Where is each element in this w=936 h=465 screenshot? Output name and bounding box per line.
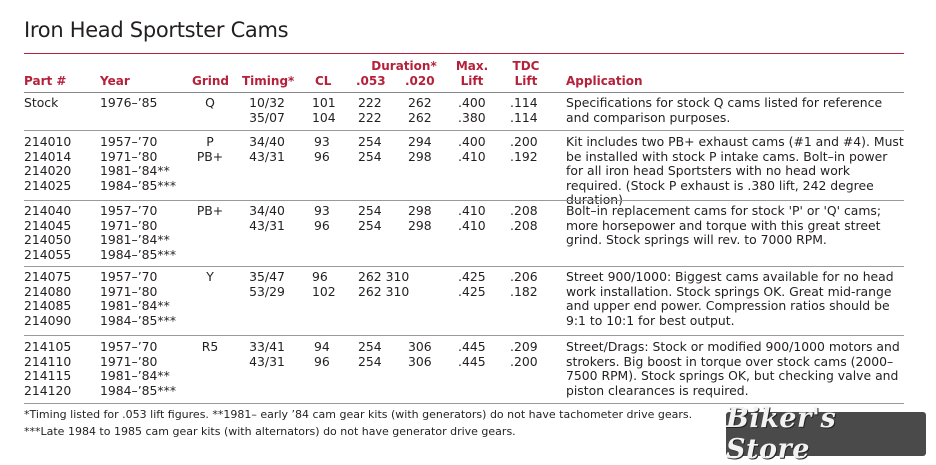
part-cell: 214105 214110 214115 214120: [24, 339, 72, 398]
part-cell: Stock: [24, 95, 59, 110]
header-application: Application: [566, 74, 643, 88]
tdc-lift-cell: .206 .182: [510, 269, 538, 299]
store-logo-text: Biker's Store: [726, 403, 837, 465]
timing-cell: 35/47 53/29: [249, 269, 285, 299]
header-tdc-lift: Lift: [514, 74, 538, 88]
max-lift-cell: .410 .410: [458, 203, 486, 233]
max-lift-cell: .400 .380: [458, 95, 486, 125]
cl-cell: 94 96: [314, 339, 330, 369]
year-cell: 1957–’70 1971–’80 1981–’84** 1984–’85***: [100, 134, 177, 193]
cl-cell: 93 96: [314, 203, 330, 233]
timing-cell: 10/32 35/07: [249, 95, 285, 125]
year-cell: 1957–’70 1971–’80 1981–’84** 1984–’85***: [100, 269, 177, 328]
tdc-lift-cell: .114 .114: [510, 95, 538, 125]
cl-cell: 101 104: [312, 95, 336, 125]
duration-cell: 262 310 262 310: [358, 269, 410, 299]
header-cl: CL: [315, 74, 332, 88]
page-title: Iron Head Sportster Cams: [24, 18, 289, 42]
grind-cell: PB+: [196, 203, 224, 218]
duration-053-cell: 254 254: [358, 134, 382, 164]
application-cell: Kit includes two PB+ exhaust cams (#1 and #4). Must be installed with stock P intake cams. Bolt–in power for all iron head Sportsters with no head work required. (Stock P exhaust is .380 lift, 242 degree duration): [566, 134, 904, 207]
application-cell: Street 900/1000: Biggest cams available for no head work installation. Stock springs OK. Great mid-range and upper end power. Compression ratios should be 9:1 to 10:1 for best output.: [566, 269, 894, 328]
year-cell: 1957–’70 1971–’80 1981–’84** 1984–’85***: [100, 203, 177, 262]
duration-020-cell: 294 298: [408, 134, 432, 164]
timing-cell: 33/41 43/31: [249, 339, 285, 369]
header-duration-020: .020: [405, 74, 435, 88]
part-cell: 214010 214014 214020 214025: [24, 134, 72, 193]
row-divider: [24, 335, 904, 336]
part-cell: 214040 214045 214050 214055: [24, 203, 72, 262]
store-logo: [726, 403, 926, 465]
application-cell: Bolt–in replacement cams for stock 'P' or 'Q' cams; more horsepower and torque with this great street grind. Stock springs will rev. to 7000 RPM.: [566, 203, 882, 247]
row-divider: [24, 200, 904, 201]
header-tdc: TDC: [512, 59, 540, 73]
row-divider: [24, 266, 904, 267]
tdc-lift-cell: .208 .208: [510, 203, 538, 233]
part-cell: 214075 214080 214085 214090: [24, 269, 72, 328]
grind-cell: Q: [205, 95, 215, 110]
duration-020-cell: 262 262: [408, 95, 432, 125]
tdc-lift-cell: .209 .200: [510, 339, 538, 369]
duration-053-cell: 222 222: [358, 95, 382, 125]
header-timing: Timing*: [242, 74, 295, 88]
grind-cell: Y: [206, 269, 214, 284]
row-divider: [24, 130, 904, 131]
duration-053-cell: 254 254: [358, 339, 382, 369]
application-cell: Street/Drags: Stock or modified 900/1000 motors and strokers. Big boost in torque over stock cams (2000–7500 RPM). Stock springs OK, but checking valve and piston clearances is required.: [566, 339, 900, 398]
header-rule: [24, 92, 904, 93]
footnote: ***Late 1984 to 1985 cam gear kits (with alternators) do not have generator drive gears.: [24, 425, 516, 438]
timing-cell: 34/40 43/31: [249, 203, 285, 233]
header-max-lift: Lift: [460, 74, 484, 88]
max-lift-cell: .400 .410: [458, 134, 486, 164]
footnote: *Timing listed for .053 lift figures. **1981– early ’84 cam gear kits (with generators) do not have tachometer drive gears.: [24, 408, 693, 421]
year-cell: 1976–’85: [100, 95, 158, 110]
header-duration: Duration*: [371, 59, 437, 73]
grind-cell: R5: [201, 339, 219, 354]
header-year: Year: [100, 74, 130, 88]
tdc-lift-cell: .200 .192: [510, 134, 538, 164]
year-cell: 1957–’70 1971–’80 1981–’84** 1984–’85***: [100, 339, 177, 398]
title-rule: [24, 53, 904, 54]
duration-020-cell: 298 298: [408, 203, 432, 233]
header-grind: Grind: [192, 74, 230, 88]
cl-cell: 96 102: [312, 269, 336, 299]
grind-cell: P PB+: [196, 134, 224, 164]
application-cell: Specifications for stock Q cams listed for reference and comparison purposes.: [566, 95, 883, 125]
header-max: Max.: [455, 59, 489, 73]
cl-cell: 93 96: [314, 134, 330, 164]
timing-cell: 34/40 43/31: [249, 134, 285, 164]
max-lift-cell: .445 .445: [458, 339, 486, 369]
header-duration-053: .053: [356, 74, 386, 88]
max-lift-cell: .425 .425: [458, 269, 486, 299]
duration-020-cell: 306 306: [408, 339, 432, 369]
header-part: Part #: [24, 74, 67, 88]
duration-053-cell: 254 254: [358, 203, 382, 233]
